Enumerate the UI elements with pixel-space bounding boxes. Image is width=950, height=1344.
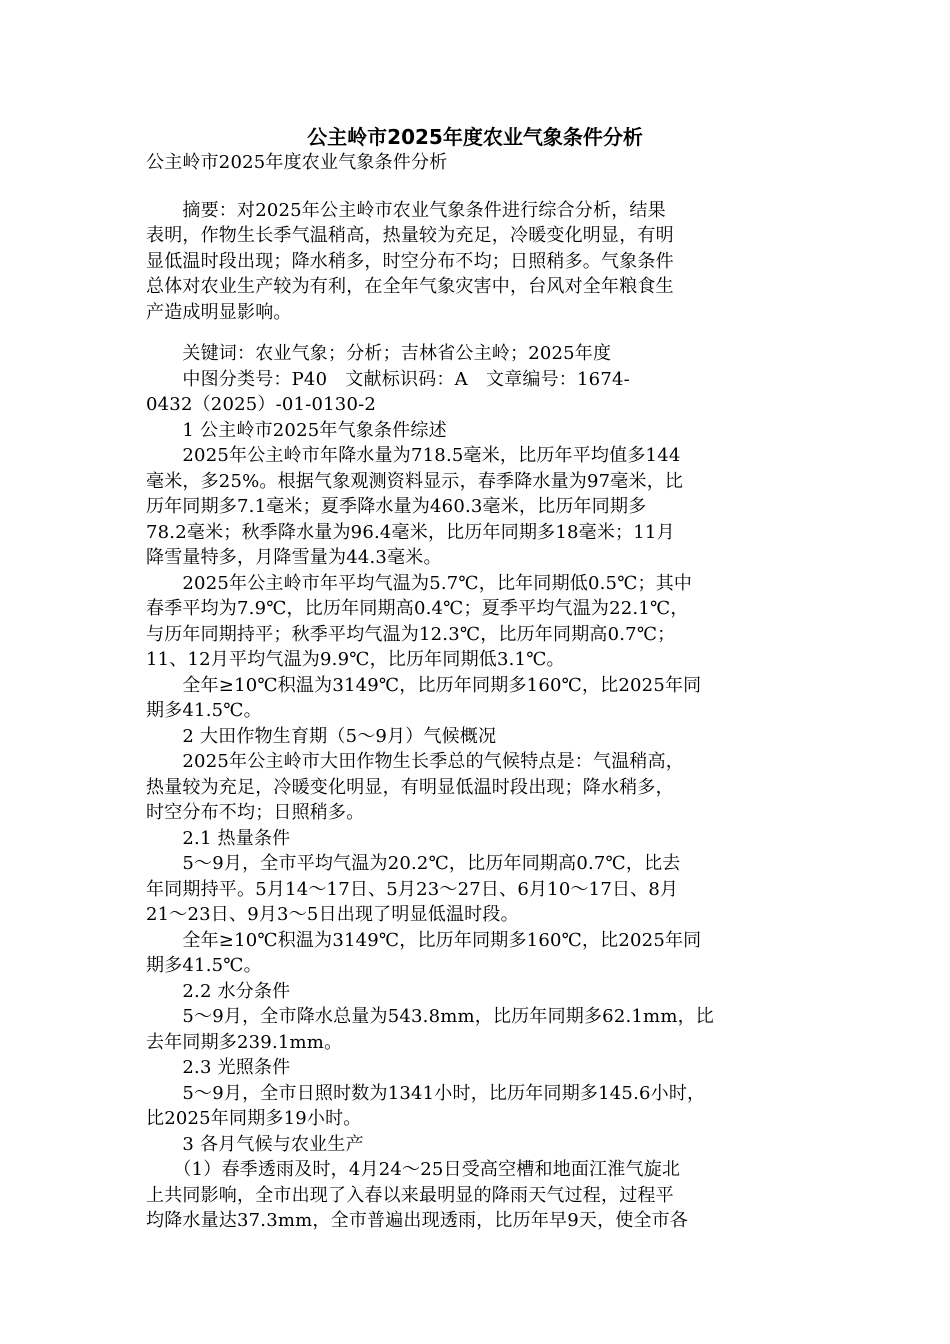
paragraph-line: 毫米，多25%。根据气象观测资料显示，春季降水量为97毫米，比	[146, 470, 684, 492]
spacer	[146, 325, 806, 341]
document-subtitle: 公主岭市2025年度农业气象条件分析	[146, 152, 448, 173]
paragraph-line: 78.2毫米；秋季降水量为96.4毫米，比历年同期多18毫米；11月	[146, 521, 675, 543]
paragraph-line: 比2025年同期多19小时。	[146, 1108, 362, 1129]
paragraph-line: 21～23日、9月3～5日出现了明显低温时段。	[146, 904, 519, 925]
subsection-heading: 2.1 热量条件	[146, 827, 291, 849]
main-text	[146, 341, 806, 1234]
section-heading: 3 各月气候与农业生产	[146, 1133, 364, 1155]
abstract	[146, 198, 806, 326]
paragraph-line: 全年≥10℃积温为3149℃，比历年同期多160℃，比2025年同	[146, 674, 702, 696]
paragraph-line: 热量较为充足，冷暖变化明显，有明显低温时段出现；降水稍多，	[146, 776, 674, 798]
paragraph-line: 2025年公主岭市年降水量为718.5毫米，比历年平均值多144	[146, 445, 681, 466]
paragraph-line: 历年同期多7.1毫米；夏季降水量为460.3毫米，比历年同期多	[146, 496, 647, 517]
paragraph-line: 时空分布不均；日照稍多。	[146, 802, 365, 823]
paragraph-line: 11、12月平均气温为9.9℃，比历年同期低3.1℃。	[146, 649, 565, 670]
abstract-line: 表明，作物生长季气温稍高，热量较为充足，冷暖变化明显，有明	[146, 225, 674, 246]
paragraph-line: 期多41.5℃。	[146, 700, 262, 721]
document-body	[146, 150, 806, 1234]
paragraph-line: 5～9月，全市降水总量为543.8mm，比历年同期多62.1mm，比	[146, 1006, 714, 1027]
abstract-line: 摘要：对2025年公主岭市农业气象条件进行综合分析，结果	[146, 199, 666, 221]
keywords-line: 关键词：农业气象；分析；吉林省公主岭；2025年度	[146, 343, 612, 364]
abstract-line: 显低温时段出现；降水稍多，时空分布不均；日照稍多。气象条件	[146, 250, 674, 272]
paragraph-line: 5～9月，全市日照时数为1341小时，比历年同期多145.6小时，	[146, 1082, 706, 1104]
paragraph-line: 春季平均为7.9℃，比历年同期高0.4℃；夏季平均气温为22.1℃，	[146, 598, 689, 619]
document-title: 公主岭市2025年度农业气象条件分析	[307, 125, 643, 149]
classification-line: 0432（2025）-01-0130-2	[146, 394, 377, 415]
paragraph-line: 与历年同期持平；秋季平均气温为12.3℃，比历年同期高0.7℃；	[146, 623, 676, 645]
paragraph-line: 均降水量达37.3mm，全市普遍出现透雨，比历年早9天，使全市各	[146, 1210, 689, 1231]
paragraph-line: 2025年公主岭市年平均气温为5.7℃，比年同期低0.5℃；其中	[146, 572, 693, 594]
spacer	[146, 176, 806, 198]
classification-line: 中图分类号：P40 文献标识码：A 文章编号：1674-	[146, 368, 630, 390]
paragraph-line: 全年≥10℃积温为3149℃，比历年同期多160℃，比2025年同	[146, 929, 702, 951]
paragraph-line: 2025年公主岭市大田作物生长季总的气候特点是：气温稍高，	[146, 751, 685, 772]
paragraph-line: （1）春季透雨及时，4月24～25日受高空槽和地面江淮气旋北	[146, 1159, 681, 1180]
paragraph-line: 年同期持平。5月14～17日、5月23～27日、6月10～17日、8月	[146, 878, 679, 900]
section-heading: 1 公主岭市2025年气象条件综述	[146, 419, 447, 441]
subsection-heading: 2.3 光照条件	[146, 1057, 291, 1078]
paragraph-line: 去年同期多239.1mm。	[146, 1031, 343, 1053]
paragraph-line: 上共同影响，全市出现了入春以来最明显的降雨天气过程，过程平	[146, 1184, 674, 1206]
paragraph-line: 5～9月，全市平均气温为20.2℃，比历年同期高0.7℃，比去	[146, 853, 681, 874]
paragraph-line: 降雪量特多，月降雪量为44.3毫米。	[146, 547, 442, 568]
subsection-heading: 2.2 水分条件	[146, 980, 291, 1002]
abstract-line: 总体对农业生产较为有利，在全年气象灾害中，台风对全年粮食生	[146, 276, 674, 297]
abstract-line: 产造成明显影响。	[146, 301, 292, 323]
paragraph-line: 期多41.5℃。	[146, 955, 262, 976]
section-heading: 2 大田作物生育期（5～9月）气候概况	[146, 725, 497, 747]
